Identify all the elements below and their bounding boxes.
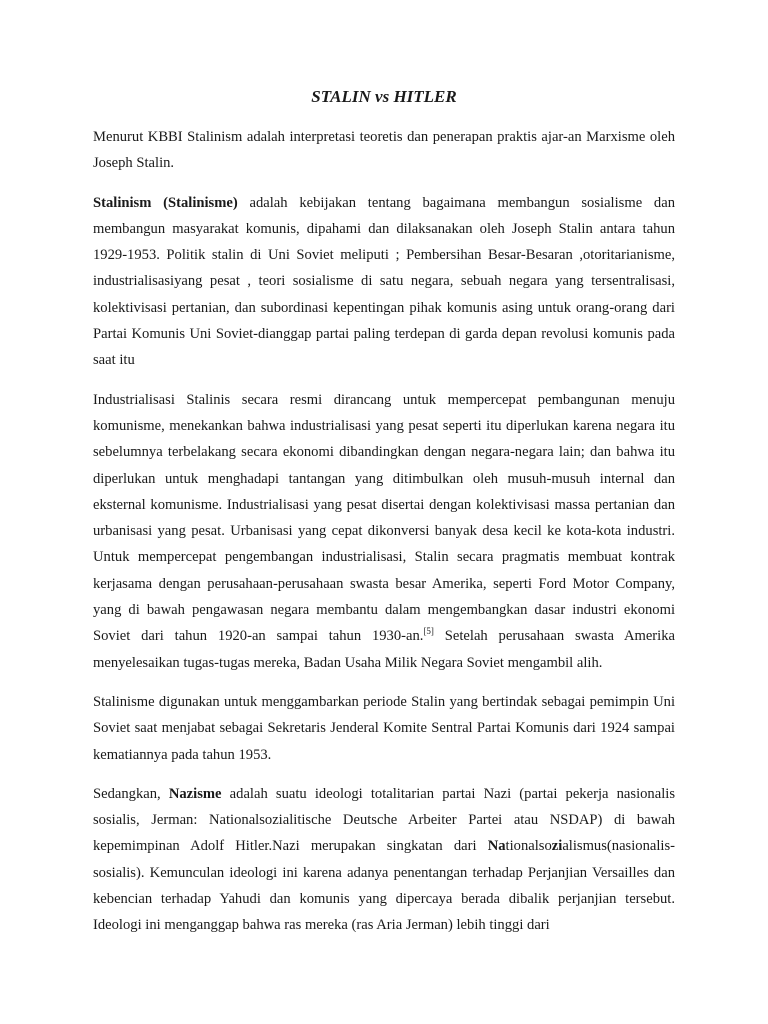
document-body [93, 124, 675, 952]
bold-term-nazisme: Nazisme [168, 785, 222, 802]
paragraph-text: adalah suatu ideologi totalitarian partai Nazi (partai pekerja nasionalis sosialis, Jerman: Nationalsozialitische Deutsche Arbeiter Partei atau NSDAP) di bawah kepemimpinan Adolf Hitler.Nazi merupakan singkatan dari [93, 785, 675, 855]
paragraph-text-continued: Setelah perusahaan swasta Amerika menyelesaikan tugas-tugas mereka, Badan Usaha Milik Negara Soviet mengambil alih. [93, 628, 675, 671]
paragraph-stalinism [93, 190, 675, 374]
paragraph-text: adalah kebijakan tentang bagaimana membangun sosialisme dan membangun masyarakat komunis, dipahami dan dilaksanakan oleh Joseph Stalin antara tahun 1929-1953. Politik stalin di Uni Soviet meliputi ; Pembersihan Besar-Besaran ,otoritarianisme, industrialisasiyang pesat , teori sosialisme di satu negara, sebuah negara yang tersentralisasi, kolektivisasi pertanian, dan subordinasi kepentingan pihak komunis asing untuk orang-orang dari Partai Komunis Uni Soviet-dianggap partai paling terdepan di garda depan revolusi komunis pada saat itu [93, 194, 676, 369]
footnote-reference: [5] [423, 626, 434, 637]
paragraph-nazism [93, 781, 675, 939]
document-title: STALIN vs HITLER [311, 87, 457, 106]
bold-abbrev-zi: zi [551, 838, 563, 855]
paragraph-lead: Sedangkan, [93, 785, 169, 802]
paragraph-text: Industrialisasi Stalinis secara resmi dirancang untuk mempercepat pembangunan menuju komunisme, menekankan bahwa industrialisasi yang pesat seperti itu diperlukan karena negara itu sebelumnya terbelakang secara ekonomi dibandingkan dengan negara-negara lain; dan bahwa itu diperlukan untuk menghadapi tantangan yang ditimbulkan oleh musuh-musuh internal dan eksternal komunisme. Industrialisasi yang pesat disertai dengan kolektivisasi massa pertanian dan urbanisasi yang pesat. Urbanisasi yang cepat dikonversi banyak desa kecil ke kota-kota industri. Untuk mempercepat pengembangan industrialisasi, Stalin secara pragmatis membuat kontrak kerjasama dengan perusahaan-perusahaan swasta besar Amerika, seperti Ford Motor Company, yang di bawah pengawasan negara membantu dalam mengembangkan dasar industri ekonomi Soviet dari tahun 1920-an sampai tahun 1930-an. [93, 391, 675, 645]
paragraph-kbbi-definition [93, 124, 675, 177]
paragraph-text: Menurut KBBI Stalinism adalah interpretasi teoretis dan penerapan praktis ajar-an Marxisme oleh Joseph Stalin. [93, 129, 675, 172]
paragraph-stalin-period [93, 689, 675, 768]
paragraph-text: Stalinisme digunakan untuk menggambarkan periode Stalin yang bertindak sebagai pemimpin Uni Soviet saat menjabat sebagai Sekretaris Jenderal Komite Sentral Partai Komunis dari 1924 sampai kematiannya pada tahun 1953. [93, 693, 675, 763]
paragraph-industrialization [93, 387, 675, 676]
paragraph-text-continued: alismus(nasionalis-sosialis). Kemunculan ideologi ini karena adanya penentangan terhadap Perjanjian Versailles dan kebencian terhadap Yahudi dan komunis yang dipercaya berada dibalik perjanjian tersebut. Ideologi ini menganggap bahwa ras mereka (ras Aria Jerman) lebih tinggi dari [93, 838, 675, 934]
bold-abbrev-na: Na [487, 838, 506, 855]
abbrev-text: tionalso [505, 838, 552, 855]
bold-term-stalinism: Stalinism (Stalinisme) [93, 194, 238, 211]
